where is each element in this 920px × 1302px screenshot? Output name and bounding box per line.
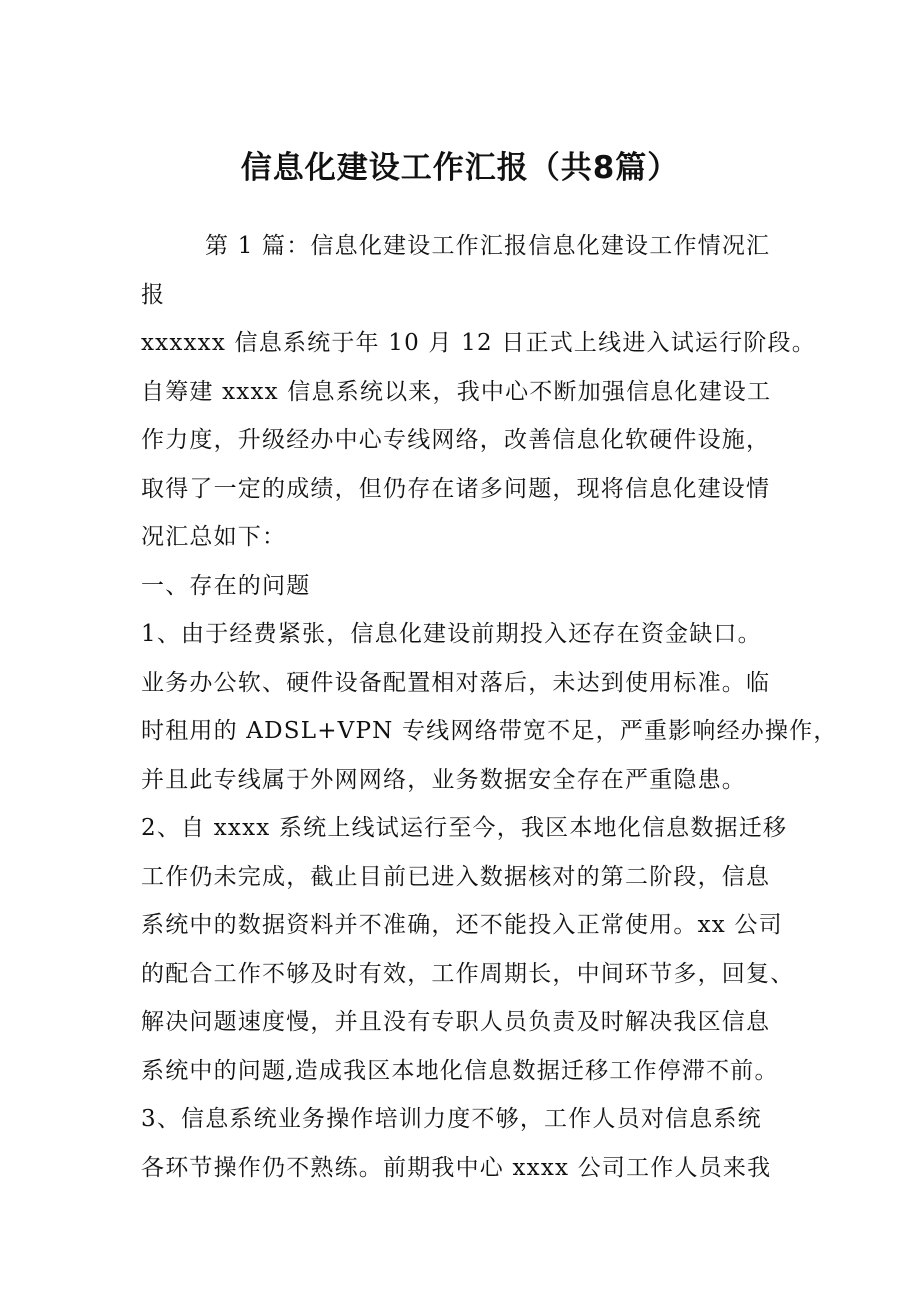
text-line: 的配合工作不够及时有效，工作周期长，中间环节多，回复、 xyxy=(141,960,795,987)
text-line: 3、信息系统业务操作培训力度不够，工作人员对信息系统 xyxy=(141,1106,762,1132)
list-item-1 xyxy=(141,610,838,804)
text-line: 一、存在的问题 xyxy=(141,572,311,599)
text-line: 工作仍未完成，截止目前已进入数据核对的第二阶段，信息 xyxy=(141,863,771,890)
text-line: 2、自 xxxx 系统上线试运行至今，我区本地化信息数据迁移 xyxy=(141,815,788,841)
text-line: 系统中的问题,造成我区本地化信息数据迁移工作停滞不前。 xyxy=(141,1057,779,1084)
text-line: 自筹建 xxxx 信息系统以来，我中心不断加强信息化建设工 xyxy=(141,378,772,405)
paragraph-article-heading xyxy=(141,222,791,319)
document-title: 信息化建设工作汇报（共8篇） xyxy=(240,150,680,186)
text-line: xxxxxx 信息系统于年 10 月 12 日正式上线进入试运行阶段。 xyxy=(141,330,816,356)
text-line: 时租用的 ADSL+VPN 专线网络带宽不足，严重影响经办操作， xyxy=(141,718,838,744)
section-heading xyxy=(141,562,791,611)
text-line: 解决问题速度慢，并且没有专职人员负责及时解决我区信息 xyxy=(141,1009,771,1035)
list-item-2 xyxy=(141,804,795,1095)
text-line: 系统中的数据资料并不准确，还不能投入正常使用。xx 公司 xyxy=(141,912,783,938)
list-item-3 xyxy=(141,1095,791,1192)
text-line: 取得了一定的成绩，但仍存在诸多问题，现将信息化建设情 xyxy=(141,475,771,502)
text-line: 况汇总如下： xyxy=(141,524,287,550)
text-line: 报 xyxy=(141,281,166,308)
text-line: 作力度，升级经办中心专线网络，改善信息化软硬件设施， xyxy=(141,427,771,453)
text-line: 各环节操作仍不熟练。前期我中心 xxxx 公司工作人员来我 xyxy=(141,1154,772,1181)
text-line: 1、由于经费紧张，信息化建设前期投入还存在资金缺口。 xyxy=(141,621,762,647)
paragraph-intro xyxy=(141,319,816,562)
text-line: 并且此专线属于外网网络，业务数据安全存在严重隐患。 xyxy=(141,766,746,793)
document-body xyxy=(141,222,838,1192)
text-line: 第 1 篇：信息化建设工作汇报信息化建设工作情况汇 xyxy=(205,233,771,259)
text-line: 业务办公软、硬件设备配置相对落后，未达到使用标准。临 xyxy=(141,669,771,696)
